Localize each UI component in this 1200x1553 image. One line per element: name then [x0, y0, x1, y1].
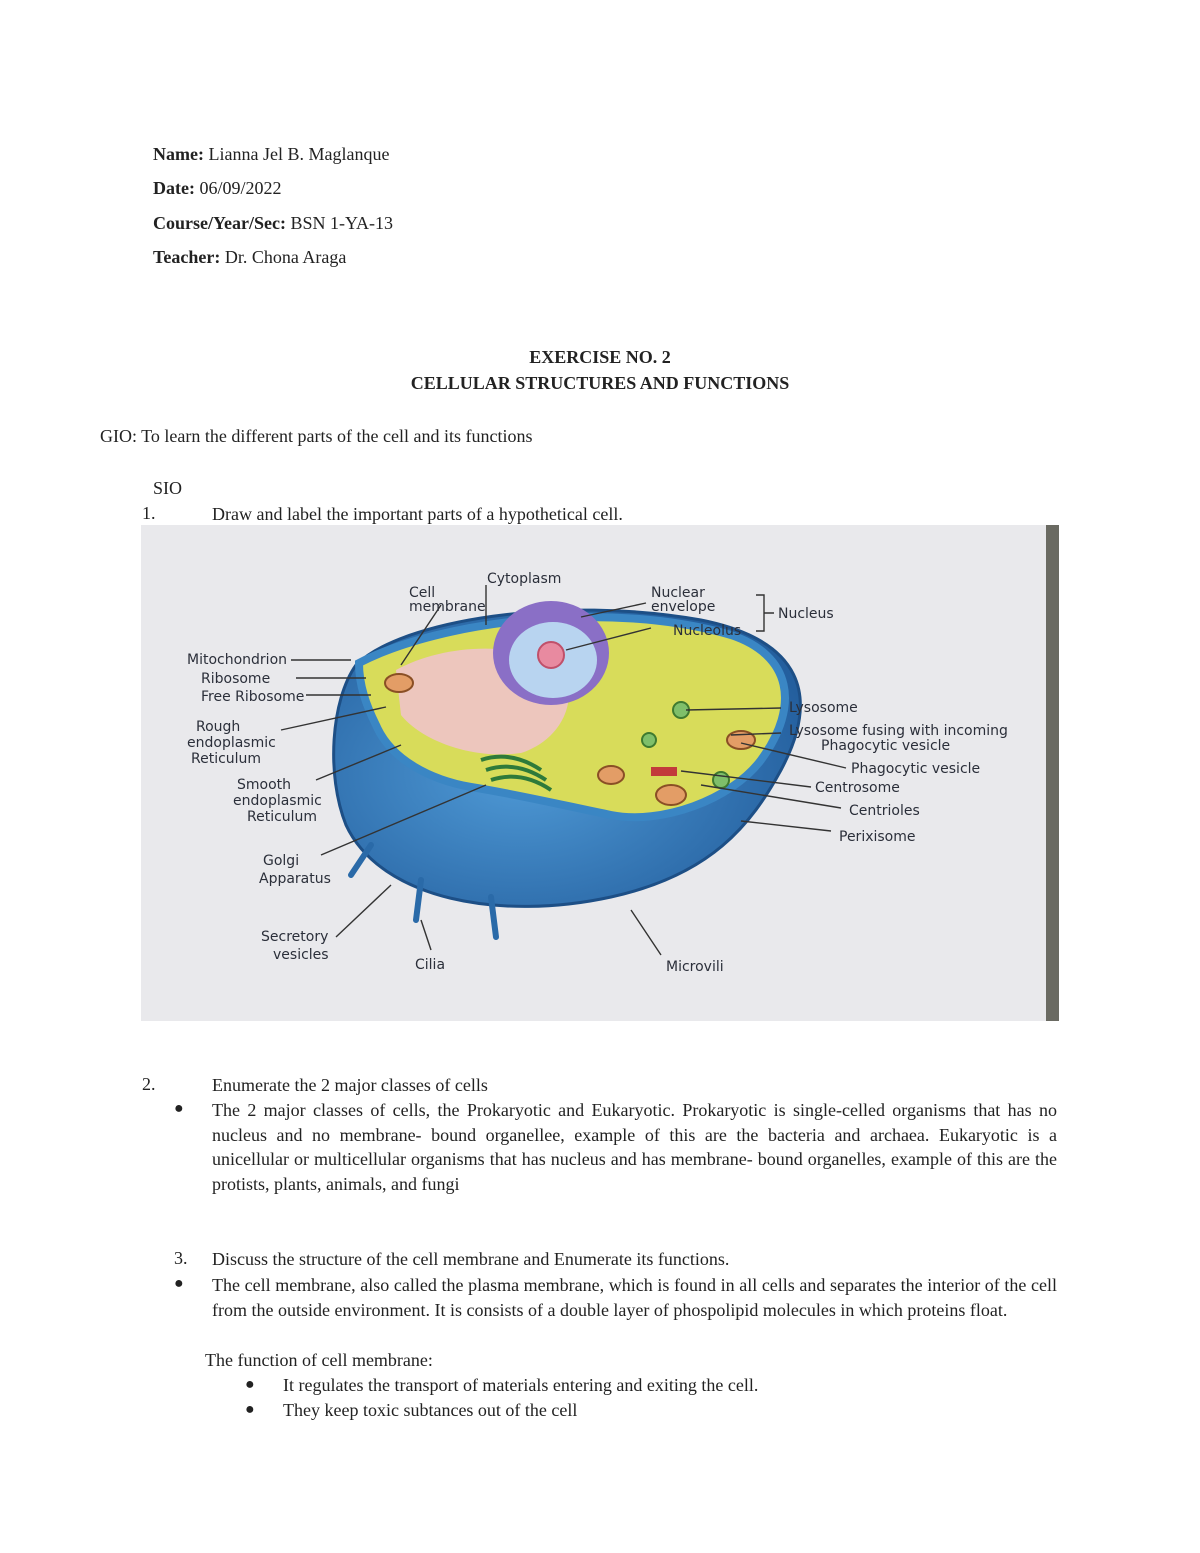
label-golgi-2: Apparatus [259, 871, 331, 887]
label-nucleus: Nucleus [778, 606, 834, 622]
label-rough-er-3: Reticulum [191, 751, 262, 767]
name-label: Name: [153, 144, 204, 164]
label-centrosome: Centrosome [815, 780, 900, 796]
course-line [153, 212, 393, 234]
label-secretory-1: Secretory [261, 929, 329, 945]
item-1-number: 1. [142, 503, 156, 523]
item-1-text: Draw and label the important parts of a hypothetical cell. [212, 504, 623, 524]
label-cilia: Cilia [415, 957, 446, 973]
label-smooth-er-2: endoplasmic [233, 793, 322, 809]
item-2-number: 2. [142, 1074, 156, 1094]
label-nucleolus: Nucleolus [673, 623, 742, 639]
item-2-answer: The 2 major classes of cells, the Prokaryotic and Eukaryotic. Prokaryotic is single-celled organisms that has no nucleus and no membrane- bound organellee, example of this are the bacteria and archaea. Eukaryotic is a unicellular or multicellular organisms that has nucleus and has membrane- bound organelles, example of this are the protists, plants, animals, and fungi [212, 1100, 1057, 1194]
bullet-icon: ● [245, 1401, 255, 1418]
course-label: Course/Year/Sec: [153, 213, 286, 233]
bullet-icon: ● [174, 1275, 184, 1292]
name-line [153, 143, 389, 165]
item-3-question: Discuss the structure of the cell membrane and Enumerate its functions. [212, 1249, 730, 1269]
label-cell-membrane-1: Cell [409, 585, 436, 601]
label-lysosome-fusing-2: Phagocytic vesicle [821, 738, 951, 754]
date-value: 06/09/2022 [194, 178, 282, 198]
label-golgi-1: Golgi [263, 853, 300, 869]
label-rough-er-2: endoplasmic [187, 735, 276, 751]
gio-text: GIO: To learn the different parts of the cell and its functions [100, 426, 533, 446]
label-ribosome: Ribosome [201, 671, 271, 687]
bullet-icon: ● [174, 1100, 184, 1117]
label-lysosome-fusing-1: Lysosome fusing with incoming [789, 723, 1008, 739]
label-cytoplasm: Cytoplasm [487, 571, 562, 587]
teacher-label: Teacher: [153, 247, 221, 267]
course-value: BSN 1-YA-13 [285, 213, 393, 233]
exercise-subtitle: CELLULAR STRUCTURES AND FUNCTIONS [410, 373, 790, 393]
item-3-number: 3. [174, 1248, 188, 1268]
label-free-ribosome: Free Ribosome [201, 689, 305, 705]
cell-diagram [141, 525, 1059, 1021]
item-2-question: Enumerate the 2 major classes of cells [212, 1075, 488, 1095]
label-centrioles: Centrioles [849, 803, 920, 819]
item-3-answer: The cell membrane, also called the plasma membrane, which is found in all cells and separates the interior of the cell from the outside environment. It is consists of a double layer of phospolipid molecules in which proteins float. [212, 1275, 1057, 1320]
label-microvili: Microvili [666, 959, 724, 975]
label-lysosome: Lysosome [789, 700, 858, 716]
function-item: They keep toxic subtances out of the cell [283, 1400, 578, 1420]
nucleolus-shape [538, 642, 564, 668]
label-perixisome: Perixisome [839, 829, 916, 845]
label-cell-membrane-2: membrane [409, 599, 486, 615]
label-mitochondrion: Mitochondrion [187, 652, 288, 668]
function-item: It regulates the transport of materials entering and exiting the cell. [283, 1375, 759, 1395]
label-smooth-er-1: Smooth [237, 777, 292, 793]
label-secretory-2: vesicles [273, 947, 329, 963]
label-nuclear-envelope-2: envelope [651, 599, 716, 615]
label-phagocytic-vesicle: Phagocytic vesicle [851, 761, 981, 777]
label-nuclear-envelope-1: Nuclear [651, 585, 705, 601]
functions-heading: The function of cell membrane: [205, 1350, 433, 1370]
exercise-title: EXERCISE NO. 2 [529, 347, 671, 367]
date-line [153, 177, 282, 199]
label-smooth-er-3: Reticulum [247, 809, 318, 825]
teacher-value: Dr. Chona Araga [220, 247, 347, 267]
name-value: Lianna Jel B. Maglanque [203, 144, 390, 164]
bullet-icon: ● [245, 1376, 255, 1393]
cell-diagram-svg [141, 525, 1059, 1021]
label-rough-er-1: Rough [196, 719, 241, 735]
paper-edge [1046, 525, 1059, 1021]
date-label: Date: [153, 178, 195, 198]
teacher-line [153, 246, 346, 268]
centriole-shape [651, 767, 677, 776]
sio-label: SIO [153, 478, 183, 498]
